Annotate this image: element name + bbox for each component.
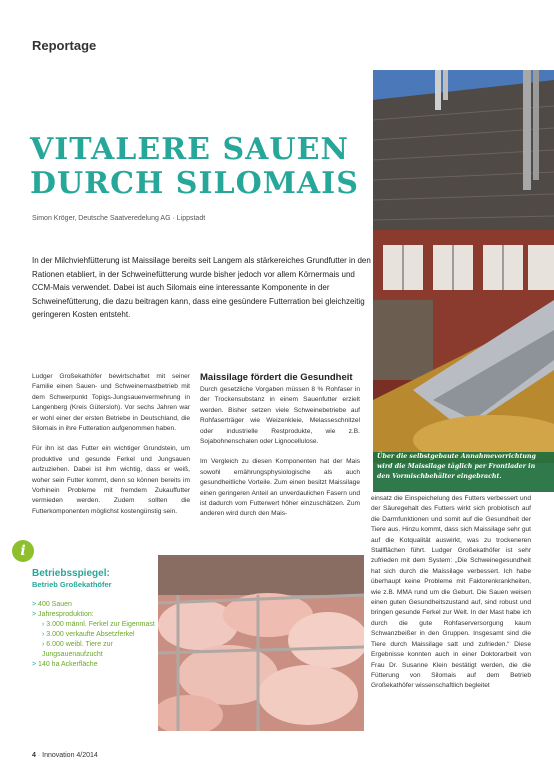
body-column-2: [200, 372, 360, 530]
page-number: 4: [32, 752, 36, 759]
section-label: Reportage: [32, 38, 97, 53]
issue-label: Innovation 4/2014: [42, 752, 98, 759]
pigs-photo: [158, 555, 364, 731]
body-column-1: [32, 372, 190, 527]
article-title: [30, 133, 375, 201]
title-line-2: DURCH SILOMAIS: [30, 166, 359, 201]
photo-caption: Über die selbstgebaute Annahmevorrichtung wird die Maissilage täglich per Frontlader in den Vormischbehälter eingebracht.: [373, 452, 554, 492]
lead-paragraph: In der Milchviehfütterung ist Maissilage bereits seit Langem als stärkereiches Grundfutter in den Rationen etabliert, in der Schweinefütterung wurde bisher jedoch vor allem Körnermais und CCM-Mais verwendet. Dabei ist auch Silomais eine interessante Komponente in der Schweinefütterung, die dazu beitragen kann, dass eine gesündere Futterration bei gleichzeitig geringeren Kosten entsteht.: [32, 256, 371, 319]
list-item: > 140 ha Ackerfläche: [32, 660, 157, 670]
list-item: > 400 Sauen: [32, 600, 157, 610]
infobox-list: [32, 600, 157, 670]
title-line-1: VITALERE SAUEN: [30, 132, 349, 167]
paragraph: Ludger Großekathöfer bewirtschaftet mit seiner Familie einen Sauen- und Schweinemastbetrieb mit dem Schwerpunkt Topigs-Jungsauenvermehrung in Langenberg (Kreis Gütersloh). Vor sechs Jahren war er wohl einer der ersten Betriebe in Deutschland, die Silomais in ihre Futteration aufgenommen haben.: [32, 373, 190, 433]
infobox-subtitle: Betrieb Großekathöfer: [32, 580, 112, 589]
list-item: > Jahresproduktion:: [32, 610, 157, 620]
paragraph: Durch gesetzliche Vorgaben müssen 8 % Rohfaser in der Trockensubstanz in einem Sauenfutter erzielt werden. Bisher setzen viele Schweinebetriebe auf Rohfaserträger wie Weizenkleie, Melasseschnitzel oder industrielle Restprodukte, wie z.B. Sojabohnenschalen oder Lignocellulose.: [200, 386, 360, 446]
section-heading: Maissilage fördert die Gesundheit: [200, 372, 353, 383]
paragraph: einsatz die Einspeichelung des Futters verbessert und der Säuregehalt des Futters wirkt sich probiotisch auf die Darmfunktionen und somit auf die Gesundheit der Tiere aus. Hinzu kommt, dass sich Maissilage sehr gut auf die Kotqualität auswirkt, was zu trockeneren Stallflächen führt. Ludger Großekathöfer ist sehr zufrieden mit dem System: „Die Schweinegesundheit hat sich durch die Maissilage verbessert. Ich habe überhaupt keine Probleme mit Faktorenkrankheiten, wie z.B. MMA rund um die Geburt. Die Sauen weisen einen guten Gesundheitszustand auf, sind robust und bringen gesunde Ferkel zur Welt. In der Mast habe ich durch die gute Rohfaserversorgung kaum Schwanzbeißer in den Gruppen. Insgesamt sind die Tiere durch Maissilage satt und zufrieden.“ Diese Ergebnisse konnten auch in einer Doktorarbeit von Frau Dr. Susanne Klein bestätigt werden, die die Fütterung von Silomais auf dem Betrieb Großekathöfer wissenschaftlich begleitet: [371, 495, 531, 690]
footer-separator: ·: [37, 752, 41, 759]
info-icon: i: [12, 540, 34, 562]
page-footer: [32, 752, 98, 759]
infobox-title: Betriebsspiegel:: [32, 568, 110, 579]
paragraph: Für ihn ist das Futter ein wichtiger Grundstein, um produktive und gesunde Ferkel und Jungsauen aufzuziehen. Dabei ist ihm wichtig, dass er weiß, woher sein Futter kommt, denn so können bereits im Vorhinein Probleme mit fremdem Zukauffutter vermieden werden. Zudem sollten die Futterkomponenten möglichst kostengünstig sein.: [32, 445, 190, 515]
body-column-3: [371, 494, 531, 702]
list-item: › 3.000 männl. Ferkel zur Eigenmast: [32, 620, 157, 630]
paragraph: Im Vergleich zu diesen Komponenten hat der Mais sowohl ernährungsphysiologische als auch gesundheitliche Vorteile. Zum einen besitzt Maissilage einen geringeren Anteil an unverdaulichen Fasern und ist dadurch vom Futterwert höher einzuschätzen. Zum anderen wird durch den Mais-: [200, 458, 360, 518]
list-item: › 6.000 weibl. Tiere zur Jungsauenaufzucht: [32, 640, 157, 660]
barn-photo: [373, 70, 554, 463]
list-item: › 3.000 verkaufte Absetzferkel: [32, 630, 157, 640]
author-line: Simon Kröger, Deutsche Saatveredelung AG · Lippstadt: [32, 215, 206, 222]
